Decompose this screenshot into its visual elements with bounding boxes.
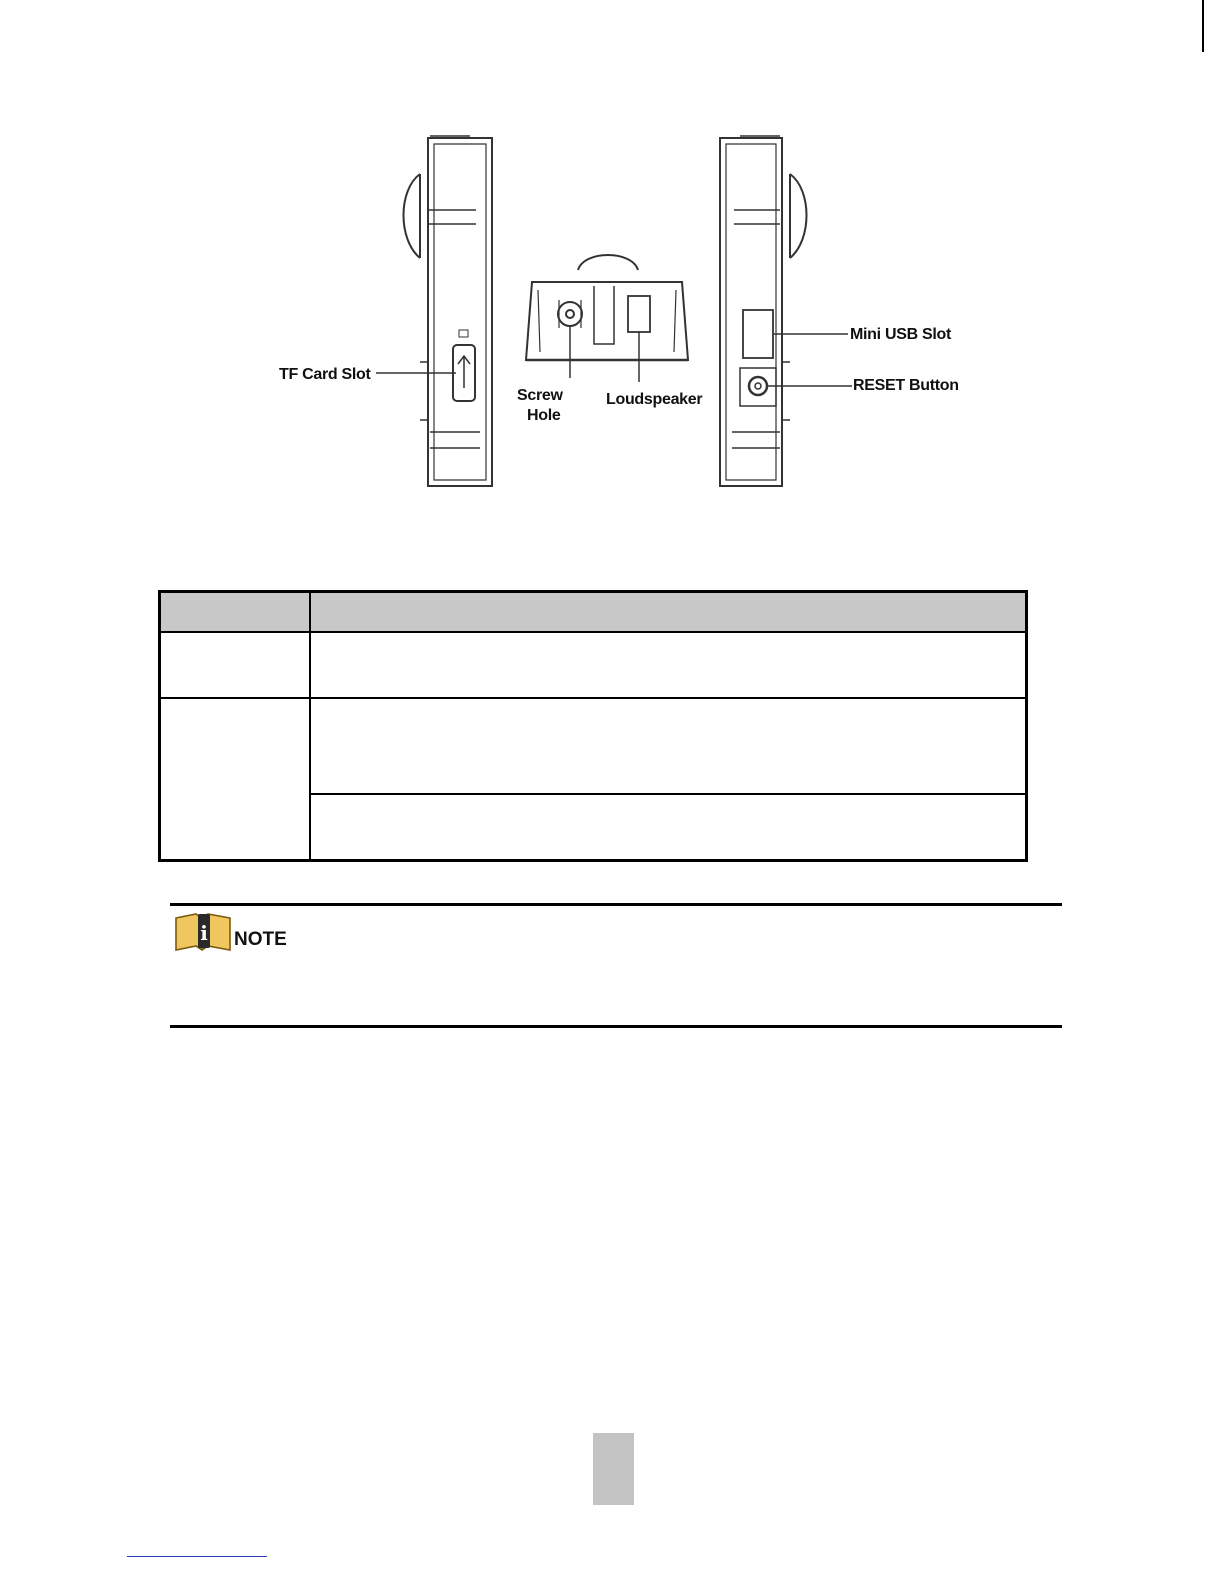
table-cell bbox=[310, 794, 1027, 860]
table-header-row bbox=[160, 592, 1027, 633]
screw-hole-label-line2: Hole bbox=[527, 407, 561, 424]
svg-text:i: i bbox=[200, 921, 208, 945]
camera-line-drawing bbox=[270, 130, 960, 492]
page-number-box bbox=[593, 1433, 634, 1505]
loudspeaker-label: Loudspeaker bbox=[606, 391, 703, 408]
note-bottom-rule bbox=[170, 1025, 1062, 1028]
table-cell bbox=[310, 698, 1027, 794]
tf-card-slot-label: TF Card Slot bbox=[279, 366, 371, 383]
camera-diagram bbox=[270, 130, 960, 492]
reset-button-label: RESET Button bbox=[853, 377, 959, 394]
table-row bbox=[160, 698, 1027, 794]
screw-hole-label-line1: Screw bbox=[517, 387, 563, 404]
info-book-icon bbox=[174, 910, 232, 954]
note-label: NOTE bbox=[234, 929, 287, 950]
table-row bbox=[160, 632, 1027, 698]
table-header-cell bbox=[310, 592, 1027, 633]
note-top-rule bbox=[170, 903, 1062, 906]
table-cell bbox=[160, 698, 310, 860]
table-cell bbox=[310, 632, 1027, 698]
footer-link-underline[interactable] bbox=[127, 1556, 267, 1557]
spec-table bbox=[158, 590, 1028, 862]
top-margin-rule bbox=[1202, 0, 1204, 52]
note-box bbox=[170, 903, 1062, 1029]
mini-usb-slot-label: Mini USB Slot bbox=[850, 326, 951, 343]
table-header-cell bbox=[160, 592, 310, 633]
table-cell bbox=[160, 632, 310, 698]
